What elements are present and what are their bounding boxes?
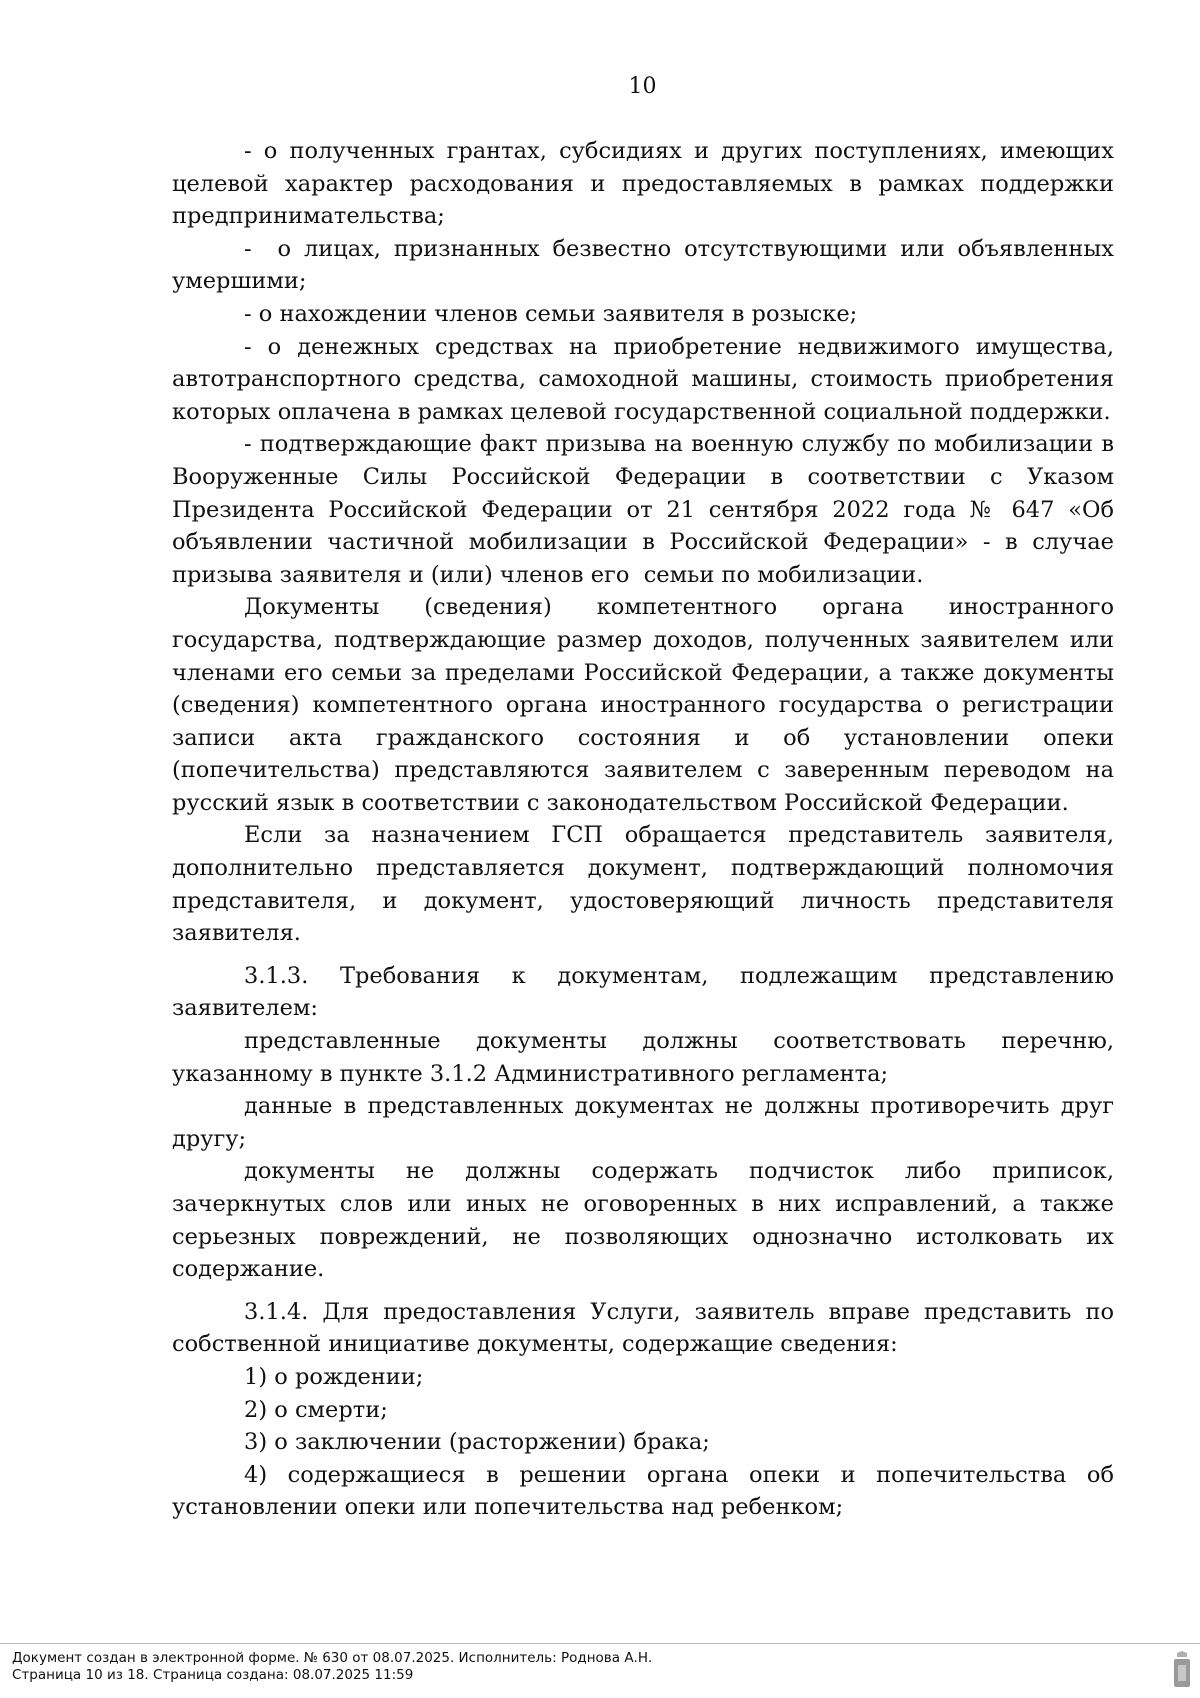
paragraph-missing-persons: - о лицах, признанных безвестно отсутствующими или объявленных умершими; [172,235,1122,295]
document-body [172,135,1122,1524]
requirement-no-contradiction: данные в представленных документах не должны противоречить друг другу; [172,1093,1122,1152]
paragraph-grants: - о полученных грантах, субсидиях и других поступлениях, имеющих целевой характер расходования и предоставляемых в рамках поддержки предпринимательства; [172,138,1122,230]
list-item-guardianship: 4) содержащиеся в решении органа опеки и попечительства об установлении опеки или попечительства над ребенком; [172,1461,1122,1521]
paragraph-mobilization: - подтверждающие факт призыва на военную службу по мобилизации в Вооруженные Силы Российской Федерации в соответствии с Указом Президента Российской Федерации от 21 сентября 2022 года № 647 «Об объявлении частичной мобилизации в Российской Федерации» - в случае призыва заявителя и (или) членов его семьи по мобилизации. [172,431,1122,588]
paragraph-funds-property: - о денежных средствах на приобретение недвижимого имущества, автотранспортного средства, самоходной машины, стоимость приобретения которых оплачена в рамках целевой государственной социальной поддержки. [172,333,1122,425]
section-3-1-4-heading: 3.1.4. Для предоставления Услуги, заявитель вправе представить по собственной инициативе документы, содержащие сведения: [172,1298,1122,1358]
requirement-list-match: представленные документы должны соответствовать перечню, указанному в пункте 3.1.2 Административного регламента; [172,1028,1122,1087]
paragraph-foreign-documents: Документы (сведения) компетентного органа иностранного государства, подтверждающие размер доходов, полученных заявителем или членами его семьи за пределами Российской Федерации, а также документы (сведения) компетентного органа иностранного государства о регистрации записи акта гражданского состояния и об установлении опеки (попечительства) представляются заявителем с заверенным переводом на русский язык в соответствии с законодательством Российской Федерации. [172,594,1122,816]
list-item-marriage: 3) о заключении (расторжении) брака; [244,1429,710,1456]
footer-document-info: Документ создан в электронной форме. № 630 от 08.07.2025. Исполнитель: Роднова А.Н. [12,1650,653,1666]
requirement-no-corrections: документы не должны содержать подчисток либо приписок, зачеркнутых слов или иных не оговоренных в них исправлений, а также серьезных повреждений, не позволяющих однозначно истолковать их содержание. [172,1158,1122,1283]
footer-divider [0,1643,1200,1644]
list-item-death: 2) о смерти; [244,1396,388,1423]
page-number: 10 [628,74,657,99]
section-3-1-3-heading: 3.1.3. Требования к документам, подлежащим представлению заявителем: [172,962,1122,1022]
coat-of-arms-icon [1172,1651,1192,1689]
list-item-birth: 1) о рождении; [244,1363,424,1390]
footer-page-info: Страница 10 из 18. Страница создана: 08.07.2025 11:59 [12,1667,414,1683]
paragraph-representative: Если за назначением ГСП обращается представитель заявителя, дополнительно представляется документ, подтверждающий полномочия представителя, и документ, удостоверяющий личность представителя заявителя. [172,822,1122,947]
document-footer [12,1650,652,1684]
paragraph-wanted-family: - о нахождении членов семьи заявителя в розыске; [244,300,858,327]
